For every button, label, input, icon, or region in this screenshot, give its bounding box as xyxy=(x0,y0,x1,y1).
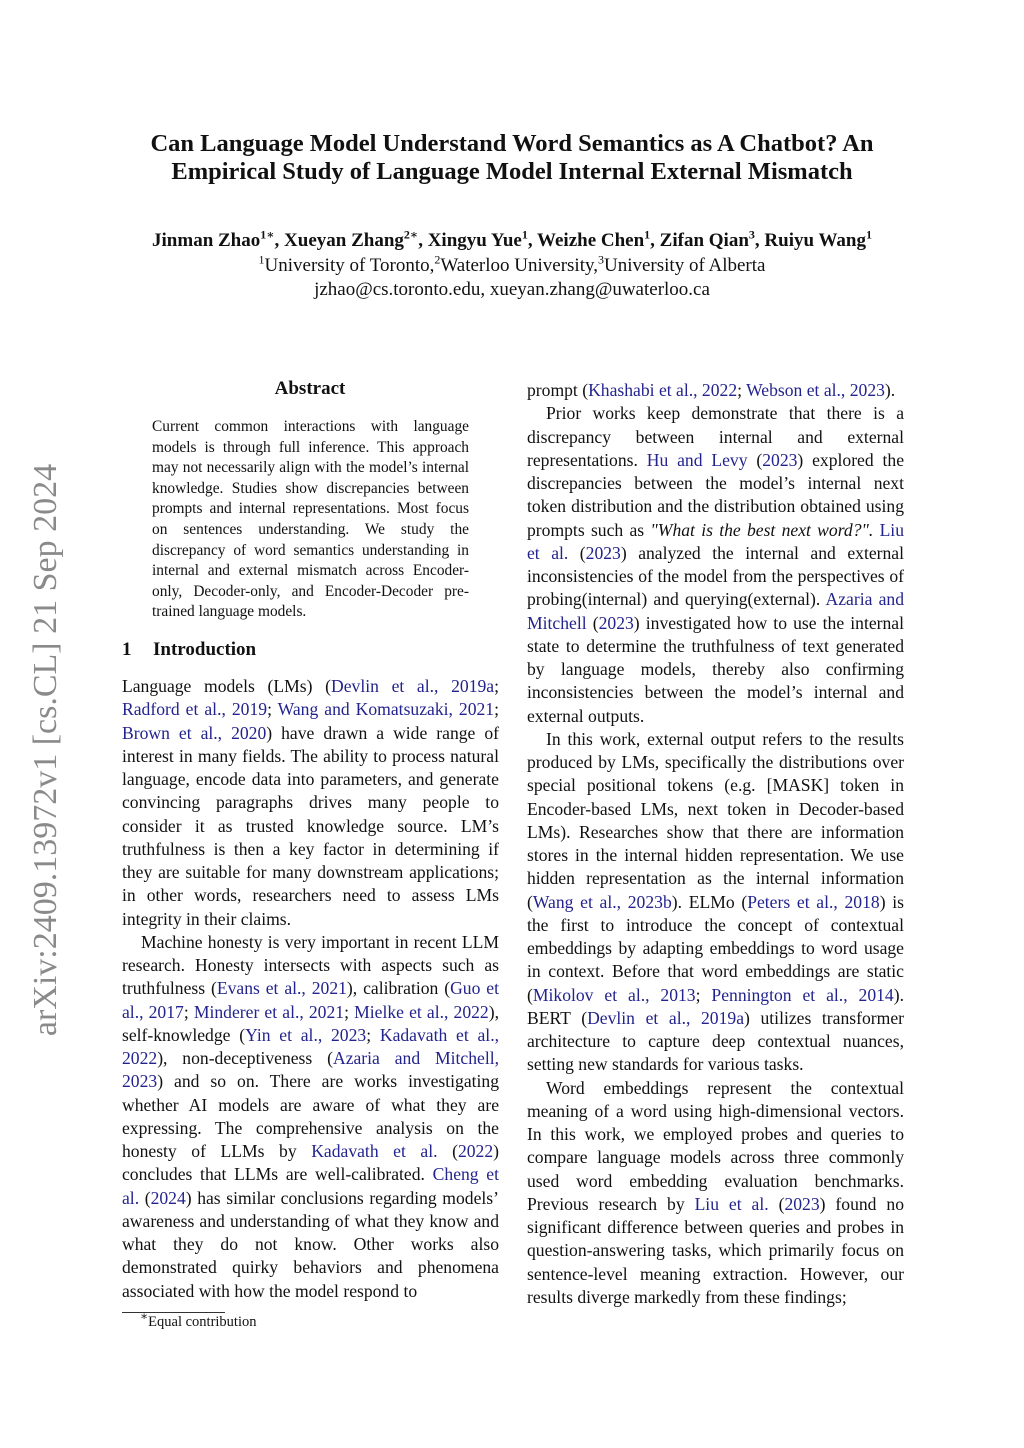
author-affiliation-mark: 3 xyxy=(748,227,755,242)
affiliation-name: University of Toronto, xyxy=(264,255,435,276)
citation-link[interactable]: Mikolov et al., 2013 xyxy=(532,984,696,1005)
paragraph xyxy=(527,1077,904,1310)
text-run: ; xyxy=(494,676,499,696)
text-run: Machine honesty is very important in recent LLM research. Honesty intersects with aspects such as truthfulness ( xyxy=(122,931,499,999)
citation-link[interactable]: Kadavath et al. xyxy=(311,1141,438,1161)
text-run: ), non-deceptiveness ( xyxy=(157,1048,333,1068)
citation-link[interactable]: Khashabi et al., 2022 xyxy=(588,380,738,400)
citation-link[interactable]: Minderer et al., 2021 xyxy=(193,1001,345,1022)
author-emails: jzhao@cs.toronto.edu, xueyan.zhang@uwaterloo.ca xyxy=(314,279,710,300)
text-run: ), self-knowledge ( xyxy=(122,1001,499,1045)
citation-link[interactable]: Radford et al., 2019 xyxy=(122,699,268,720)
section-title: Introduction xyxy=(153,639,257,660)
title-line-1: Can Language Model Understand Word Semantics as A Chatbot? An xyxy=(150,130,874,157)
text-run: ( xyxy=(768,1193,785,1214)
footnote-rule xyxy=(122,1312,225,1313)
text-run: ) utilizes transformer architecture to capture deep contextual nuances, setting new standards for various tasks. xyxy=(527,1007,904,1075)
text-run: ), calibration ( xyxy=(346,978,451,999)
citation-link[interactable]: 2023 xyxy=(585,542,621,563)
text-run: ). xyxy=(884,380,896,400)
author-affiliation-mark: 2∗ xyxy=(403,227,419,242)
affiliation-mark: 3 xyxy=(598,252,604,267)
paragraph xyxy=(122,675,499,931)
text-run: ; xyxy=(737,380,747,400)
citation-link[interactable]: Mielke et al., 2022 xyxy=(354,1001,489,1022)
text-run: Language models (LMs) ( xyxy=(122,676,332,696)
paper-title xyxy=(100,130,924,186)
left-column-body xyxy=(122,675,499,1303)
citation-link[interactable]: Wang et al., 2023b xyxy=(532,891,672,912)
affiliation-name: Waterloo University, xyxy=(440,255,598,276)
text-run: ; xyxy=(267,699,278,720)
text-run: ) found no significant difference between queries and probes in question-answering tasks, which primarily focus on sentence-level meaning extraction. However, our results diverge markedly from these findings; xyxy=(527,1193,904,1307)
citation-link[interactable]: Azaria and Mitchell, 2023 xyxy=(122,1048,499,1092)
text-run: ) explored the discrepancies between the model’s internal next token distribution and the distribution obtained using prompts such as xyxy=(527,449,905,540)
emphasized-text: "What is the best next word?". xyxy=(650,519,874,540)
text-run: prompt ( xyxy=(527,380,589,400)
text-run: ( xyxy=(568,542,586,563)
author-name: Weizhe Chen xyxy=(537,230,645,251)
text-run: ; xyxy=(366,1024,380,1045)
citation-link[interactable]: 2023 xyxy=(784,1193,820,1214)
author-affiliation-mark: 1∗ xyxy=(260,227,275,242)
paragraph xyxy=(527,728,904,1077)
text-run: ) is the first to introduce the concept of contextual embeddings by adapting embeddings to word usage in context. Before that word embeddings are static ( xyxy=(527,891,904,1005)
author-list: Jinman Zhao$^{1∗}$, Xueyan Zhang$^{2∗}$, Xingyu Yue$^1$, Weizhe Chen$^1$, Zifan Qian$^3$, Ruiyu Wang$^1$ xyxy=(152,227,872,251)
text-run: Prior works keep demonstrate that there is a discrepancy between internal and external representations. xyxy=(527,403,904,470)
text-run: ). ELMo ( xyxy=(671,891,748,912)
footnote-text: Equal contribution xyxy=(148,1314,257,1330)
citation-link[interactable]: Peters et al., 2018 xyxy=(747,891,880,912)
text-run: Word embeddings represent the contextual meaning of a word using high-dimensional vectors. In this work, we employed probes and queries to compare language models across three commonly used word embedding evaluation benchmarks. Previous research by xyxy=(527,1077,904,1214)
author-name: Jinman Zhao xyxy=(152,230,261,251)
citation-link[interactable]: Liu et al. xyxy=(694,1193,769,1214)
abstract-heading: Abstract xyxy=(274,378,346,399)
citation-link[interactable]: Brown et al., 2020 xyxy=(122,722,267,743)
citation-link[interactable]: 2024 xyxy=(150,1187,186,1208)
citation-link[interactable]: 2022 xyxy=(457,1141,494,1161)
affiliation-mark: 2 xyxy=(434,252,441,267)
abstract-body: Current common interactions with language models is through full inference. This approach may not necessarily align with the model’s internal knowledge. Studies show discrepancies between prompts and internal representations. Most focus on sentences understanding. We study the discrepancy of word semantics understanding in internal and external mismatch across Encoder-only, Decoder-only, and Encoder-Decoder pre-trained language models. xyxy=(152,418,469,621)
section-number: 1 xyxy=(122,639,132,660)
section-heading xyxy=(122,639,256,661)
citation-link[interactable]: Wang and Komatsuzaki, 2021 xyxy=(277,699,495,720)
citation-link[interactable]: Devlin et al., 2019a xyxy=(587,1007,745,1028)
citation-link[interactable]: Liu et al. xyxy=(527,519,904,563)
citation-link[interactable]: 2023 xyxy=(598,612,634,633)
citation-link[interactable]: Azaria and Mitchell xyxy=(527,589,904,633)
citation-link[interactable]: Evans et al., 2021 xyxy=(216,978,347,999)
footnote-mark: ∗ xyxy=(140,1309,149,1324)
paragraph xyxy=(527,402,904,728)
text-run: ; xyxy=(344,1001,355,1022)
author-name: Zifan Qian xyxy=(659,230,749,251)
author-name: Xingyu Yue xyxy=(427,230,522,251)
text-run: ) has similar conclusions regarding models’ awareness and understanding of what they know and what they do not know. Other works also demonstrated quirky behaviors and phenomena associated with how the model respond to xyxy=(122,1187,499,1301)
affiliations xyxy=(60,254,964,278)
citation-link[interactable]: Webson et al., 2023 xyxy=(746,380,885,400)
text-run: ) concludes that LLMs are well-calibrated. xyxy=(122,1141,499,1185)
citation-link[interactable]: Guo et al., 2017 xyxy=(122,978,499,1022)
text-run: ). BERT ( xyxy=(527,984,904,1028)
author-name: Ruiyu Wang xyxy=(764,230,866,251)
citation-link[interactable]: Cheng et al. xyxy=(122,1164,499,1208)
text-run: ( xyxy=(747,449,763,470)
author-name: Xueyan Zhang xyxy=(284,230,404,251)
footnote xyxy=(140,1309,257,1331)
citation-link[interactable]: 2023 xyxy=(762,449,798,470)
text-run: ) and so on. There are works investigating whether AI models are aware of what they are expressing. The comprehensive analysis on the honesty of LLMs by xyxy=(122,1071,499,1161)
citation-link[interactable]: Pennington et al., 2014 xyxy=(711,984,894,1005)
paragraph xyxy=(122,931,499,1303)
right-column-body xyxy=(527,379,904,1309)
text-run: ) analyzed the internal and external inconsistencies of the model from the perspectives of probing(internal) and querying(external). xyxy=(527,542,904,610)
paragraph xyxy=(527,379,904,402)
author-affiliation-mark: 1 xyxy=(521,227,528,242)
title-line-2: Empirical Study of Language Model Internal External Mismatch xyxy=(171,158,853,185)
affiliation-mark: 1 xyxy=(258,252,265,267)
text-run: ; xyxy=(183,1001,194,1022)
affiliation-name: University of Alberta xyxy=(604,255,766,276)
citation-link[interactable]: Yin et al., 2023 xyxy=(245,1024,367,1045)
text-run: ( xyxy=(437,1141,458,1161)
citation-link[interactable]: Kadavath et al., 2022 xyxy=(122,1024,499,1068)
text-run: ) have drawn a wide range of interest in many fields. The ability to process natural language, encode data into parameters, and generate convincing paragraphs drives many people to consider it as trusted knowledge source. LM’s truthfulness is then a key factor in determining if they are suitable for many downstream applications; in other words, researchers need to assess LMs integrity in their claims. xyxy=(122,722,500,929)
author-affiliation-mark: 1 xyxy=(865,227,872,242)
citation-link[interactable]: Hu and Levy xyxy=(646,449,748,470)
arxiv-identifier-stamp: arXiv:2409.13972v1 [cs.CL] 21 Sep 2024 xyxy=(27,463,64,1037)
text-run: ( xyxy=(586,612,599,633)
text-run: ) investigated how to use the internal state to determine the truthfulness of text generated by language models, thereby also confirming inconsistencies between the model’s internal and external outputs. xyxy=(527,612,904,726)
text-run: ( xyxy=(139,1187,151,1208)
text-run: ; xyxy=(695,984,712,1005)
text-run: In this work, external output refers to the results produced by LMs, specifically the distributions over special positional tokens (e.g. [MASK] token in Encoder-based LMs, next token in Decoder-based LMs). Researches show that there are information stores in the internal hidden representation. We use hidden representation as the internal information ( xyxy=(527,728,904,912)
citation-link[interactable]: Devlin et al., 2019a xyxy=(331,676,495,696)
author-affiliation-mark: 1 xyxy=(644,227,651,242)
text-run: ; xyxy=(494,699,499,720)
